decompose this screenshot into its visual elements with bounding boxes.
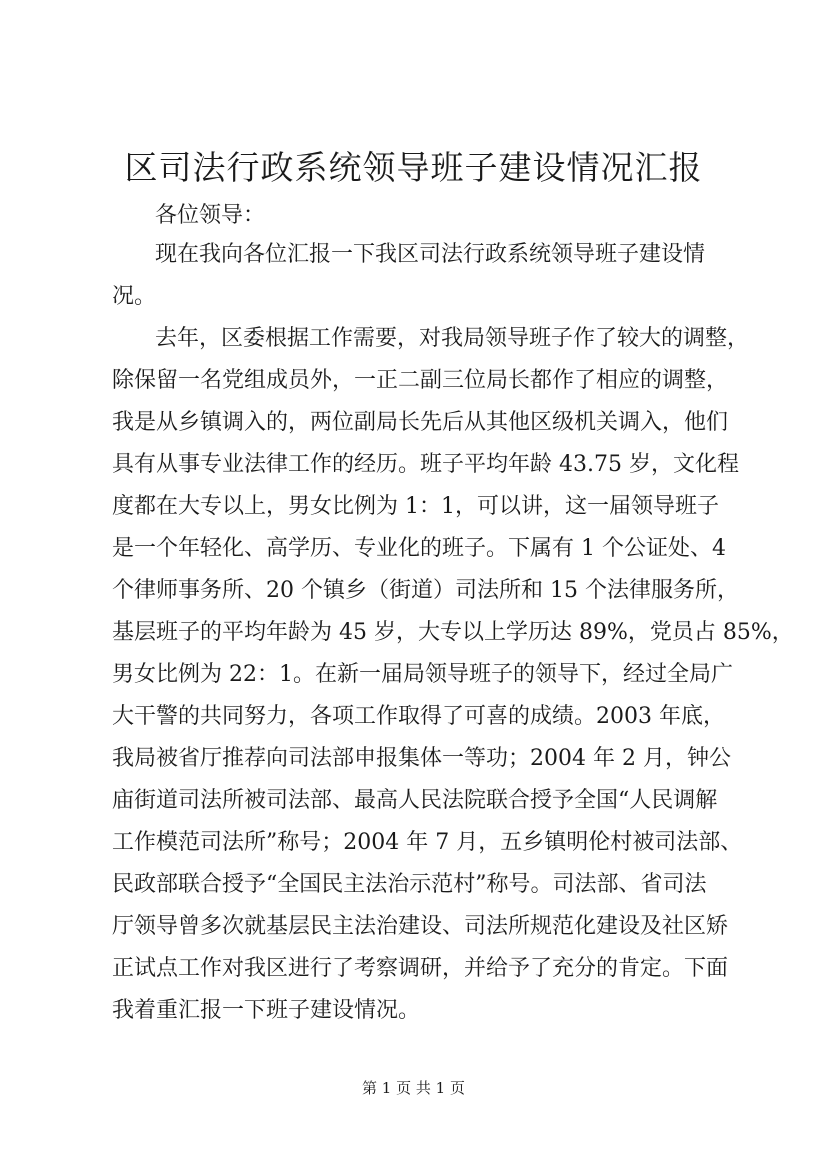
paragraph-2-line-16: 正试点工作对我区进行了考察调研，并给予了充分的肯定。下面 [112, 956, 729, 981]
paragraph-2-line-5: 度都在大专以上，男女比例为 1：1，可以讲，这一届领导班子 [112, 494, 719, 519]
paragraph-2-line-6: 是一个年轻化、高学历、专业化的班子。下属有 1 个公证处、4 [112, 536, 726, 561]
document-title: 区司法行政系统领导班子建设情况汇报 [124, 148, 703, 187]
paragraph-2-line-4: 具有从事专业法律工作的经历。班子平均年龄 43.75 岁，文化程 [112, 452, 739, 477]
paragraph-2-line-2: 除保留一名党组成员外，一正二副三位局长都作了相应的调整， [112, 368, 729, 393]
paragraph-2-line-8: 基层班子的平均年龄为 45 岁，大专以上学历达 89%，党员占 85%， [112, 620, 794, 645]
paragraph-1-line-2: 况。 [112, 284, 157, 309]
paragraph-1-line-1: 现在我向各位汇报一下我区司法行政系统领导班子建设情 [155, 242, 706, 267]
paragraph-2-line-3: 我是从乡镇调入的，两位副局长先后从其他区级机关调入，他们 [112, 410, 729, 435]
paragraph-2-line-15: 厅领导曾多次就基层民主法治建设、司法所规范化建设及社区矫 [112, 914, 729, 939]
paragraph-2-line-14: 民政部联合授予“全国民主法治示范村”称号。司法部、省司法 [112, 872, 707, 897]
paragraph-2-line-10: 大干警的共同努力，各项工作取得了可喜的成绩。2003 年底， [112, 704, 725, 729]
paragraph-2-line-12: 庙街道司法所被司法部、最高人民法院联合授予全国“人民调解 [112, 788, 718, 813]
paragraph-2-line-13: 工作模范司法所”称号；2004 年 7 月，五乡镇明伦村被司法部、 [112, 830, 743, 855]
paragraph-2-line-7: 个律师事务所、20 个镇乡（街道）司法所和 15 个法律服务所， [112, 578, 739, 603]
paragraph-2-line-9: 男女比例为 22：1。在新一届局领导班子的领导下，经过全局广 [112, 662, 733, 687]
paragraph-2-line-17: 我着重汇报一下班子建设情况。 [112, 998, 421, 1023]
paragraph-2-line-1: 去年，区委根据工作需要，对我局领导班子作了较大的调整， [155, 326, 750, 351]
salutation: 各位领导： [155, 203, 266, 228]
page-number-footer: 第 1 页 共 1 页 [362, 1079, 465, 1097]
paragraph-2-line-11: 我局被省厅推荐向司法部申报集体一等功；2004 年 2 月，钟公 [112, 746, 731, 771]
